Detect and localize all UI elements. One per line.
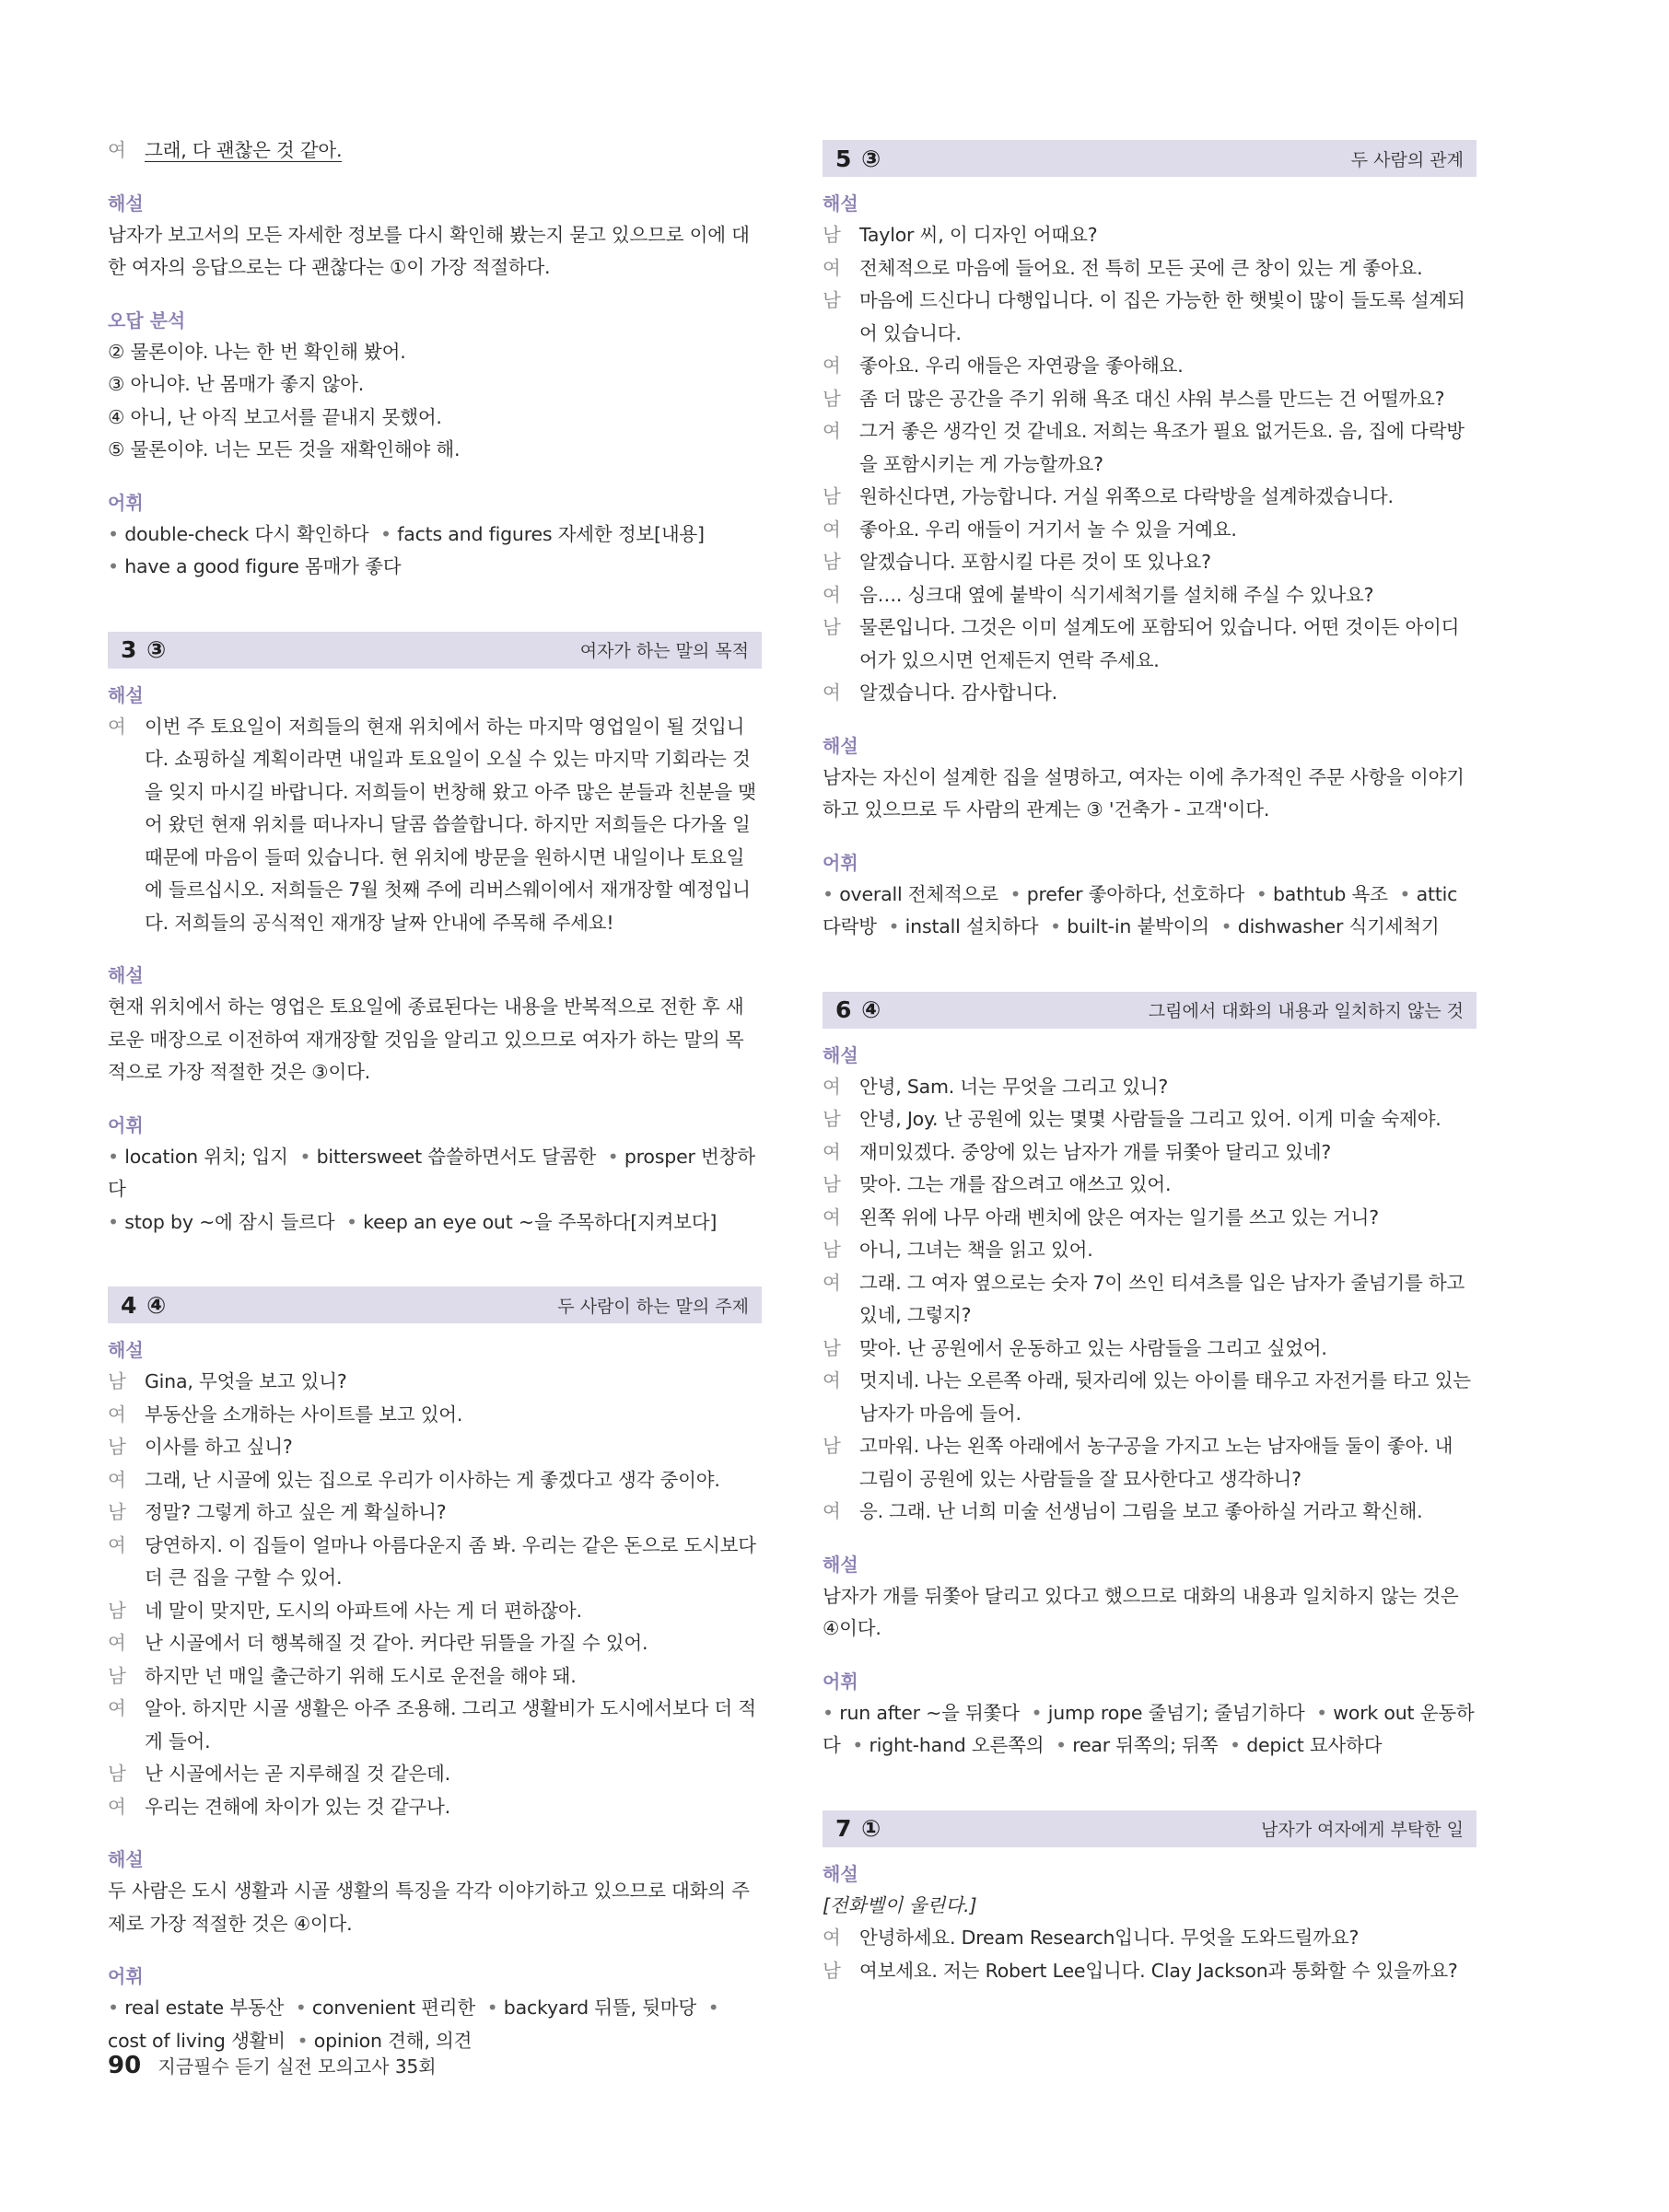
speaker: 남 (108, 1370, 126, 1392)
line-text: 맞아. 난 공원에서 운동하고 있는 사람들을 그리고 싶었어. (859, 1336, 1327, 1359)
speaker: 여 (823, 1271, 841, 1294)
script-line (823, 1136, 1476, 1170)
q5-script (823, 219, 1476, 710)
script-line (823, 219, 1476, 252)
question-topic: 두 사람의 관계 (1350, 149, 1464, 170)
line-text: 그래, 난 시골에 있는 집으로 우리가 이사하는 게 좋겠다고 생각 중이야. (145, 1468, 720, 1491)
vocab-item: install 설치하다 (905, 915, 1039, 937)
wrong-item: ③ 아니야. 난 몸매가 좋지 않아. (108, 373, 365, 395)
line-text: 응. 그래. 난 너희 미술 선생님이 그림을 보고 좋아하실 거라고 확신해. (859, 1500, 1423, 1522)
script-line (823, 1365, 1476, 1430)
q4-explain: 두 사람은 도시 생활과 시골 생활의 특징을 각각 이야기하고 있으므로 대화의 주제로 가장 적절한 것은 ④이다. (108, 1880, 750, 1935)
line-text: 이번 주 토요일이 저희들의 현재 위치에서 하는 마지막 영업일이 될 것입니다. 쇼핑하실 계획이라면 내일과 토요일이 오실 수 있는 마지막 기회라는 것을 잊지 마시길 바랍니다. 저희들이 번창해 왔고 아주 많은 분들과 친분을 맺어 왔던 현재 위치를 떠나자니 달콤 씁쓸합니다. 하지만 저희들은 다가올 일 때문에 마음이 들떠 있습니다. 현 위치에 방문을 원하시면 내일이나 토요일에 들르십시오. 저희들은 7월 첫째 주에 리버스웨이에서 재개장할 예정입니다. 저희들의 공식적인 재개장 날짜 안내에 주목해 주세요! (145, 715, 756, 934)
speaker: 남 (823, 1435, 841, 1457)
vocab-item: opinion 견해, 의견 (313, 2029, 473, 2052)
script-line (108, 1366, 762, 1399)
script-line (823, 1234, 1476, 1267)
script-line (108, 1595, 762, 1628)
vocab-heading: 어휘 (823, 1670, 858, 1693)
q6-explain: 남자가 개를 뒤쫓아 달리고 있다고 했으므로 대화의 내용과 일치하지 않는 것은 ④이다. (823, 1584, 1459, 1639)
explain-heading: 해설 (108, 964, 144, 986)
q5-header-bar (823, 140, 1476, 177)
line-text: 좀 더 많은 공간을 주기 위해 욕조 대신 샤워 부스를 만드는 건 어떨까요? (859, 387, 1445, 410)
line-text: 마음에 드신다니 다행입니다. 이 집은 가능한 한 햇빛이 많이 들도록 설계되어 있습니다. (859, 289, 1465, 344)
speaker: 여 (823, 355, 841, 377)
speaker: 남 (823, 224, 841, 246)
speaker: 남 (823, 1336, 841, 1359)
line-text: 좋아요. 우리 애들은 자연광을 좋아해요. (859, 355, 1184, 377)
question-topic: 두 사람이 하는 말의 주제 (557, 1296, 749, 1317)
vocab-item: right-hand 오른쪽의 (869, 1734, 1045, 1756)
script-line (108, 1758, 762, 1791)
q3-header-bar (108, 632, 762, 669)
question-number: 7 ① (835, 1815, 882, 1842)
script-line (823, 1955, 1476, 1988)
speaker: 남 (108, 1664, 126, 1687)
speaker: 여 (823, 1927, 841, 1949)
line-text: 멋지네. 나는 오른쪽 아래, 뒷자리에 있는 아이를 태우고 자전거를 타고 있는 남자가 마음에 들어. (859, 1369, 1471, 1425)
line-text: 그래. 그 여자 옆으로는 숫자 7이 쓰인 티셔츠를 입은 남자가 줄넘기를 하고 있네, 그렇지? (859, 1271, 1465, 1326)
script-line (108, 711, 762, 940)
left-column (108, 134, 762, 2057)
speaker: 남 (823, 387, 841, 410)
q4-script (108, 1366, 762, 1823)
explain-heading: 해설 (108, 192, 144, 215)
q5-vocab: • overall 전체적으로 • prefer 좋아하다, 선호하다 • bathtub 욕조 • attic 다락방 • install 설치하다 • built-in 붙박이의 • dishwasher 식기세척기 (823, 882, 1458, 937)
line-text: 알겠습니다. 감사합니다. (859, 681, 1057, 704)
line-text: 난 시골에서 더 행복해질 것 같아. 커다란 뒤뜰을 가질 수 있어. (145, 1632, 648, 1654)
line-text: 그거 좋은 생각인 것 같네요. 저희는 욕조가 필요 없거든요. 음, 집에 다락방을 포함시키는 게 가능할까요? (859, 420, 1465, 475)
line-text: 당연하지. 이 집들이 얼마나 아름다운지 좀 봐. 우리는 같은 돈으로 도시보다 더 큰 집을 구할 수 있어. (145, 1533, 756, 1589)
speaker: 남 (108, 1599, 126, 1622)
speaker: 남 (823, 1239, 841, 1261)
q6-script (823, 1071, 1476, 1529)
question-number: 4 ④ (121, 1291, 168, 1319)
script-line (823, 1267, 1476, 1333)
script-line (823, 481, 1476, 514)
line-text: 안녕하세요. Dream Research입니다. 무엇을 도와드릴까요? (859, 1927, 1360, 1949)
vocab-heading: 어휘 (108, 491, 144, 514)
script-line (108, 1496, 762, 1530)
line-text: 안녕, Sam. 너는 무엇을 그리고 있니? (859, 1075, 1169, 1098)
vocab-item: run after ~을 뒤쫓다 (839, 1701, 1020, 1724)
vocab-item: facts and figures 자세한 정보[내용] (397, 522, 705, 545)
speaker: 여 (823, 1369, 841, 1391)
vocab-item: built-in 붙박이의 (1067, 915, 1209, 937)
vocab-item: cost of living 생활비 (108, 2029, 286, 2052)
speaker: 여 (108, 1403, 126, 1426)
vocab-item: stop by ~에 잠시 들르다 (124, 1210, 335, 1233)
vocab-item: overall 전체적으로 (839, 882, 998, 905)
q3-explain: 현재 위치에서 하는 영업은 토요일에 종료된다는 내용을 반복적으로 전한 후 새로운 매장으로 이전하여 재개장할 것임을 알리고 있으므로 여자가 하는 말의 목적으로 가장 적절한 것은 ③이다. (108, 995, 744, 1083)
line-text: 맞아. 그는 개를 잡으려고 애쓰고 있어. (859, 1173, 1172, 1195)
line-text: 부동산을 소개하는 사이트를 보고 있어. (145, 1403, 463, 1426)
speaker: 여 (108, 1632, 126, 1654)
script-line (823, 1430, 1476, 1496)
line-text: 왼쪽 위에 나무 아래 벤치에 앉은 여자는 일기를 쓰고 있는 거니? (859, 1205, 1379, 1228)
transcript-heading: 해설 (823, 1862, 858, 1885)
transcript-heading: 해설 (823, 1043, 858, 1066)
line-text: 우리는 견해에 차이가 있는 것 같구나. (145, 1795, 450, 1818)
q6-header-bar (823, 992, 1476, 1029)
vocab-item: work out 운동하다 (823, 1701, 1475, 1756)
script-line (108, 1431, 762, 1464)
line-text: 알아. 하지만 시골 생활은 아주 조용해. 그리고 생활비가 도시에서보다 더 적게 들어. (145, 1697, 756, 1752)
vocab-item: backyard 뒤뜰, 뒷마당 (503, 1997, 696, 2019)
question-number: 6 ④ (835, 996, 882, 1023)
script-line (823, 1333, 1476, 1366)
script-line (108, 134, 762, 168)
script-line (108, 1660, 762, 1694)
stage-direction: [전화벨이 울린다.] (823, 1893, 977, 1916)
speaker: 여 (108, 1533, 126, 1556)
vocab-item: jump rope 줄넘기; 줄넘기하다 (1047, 1701, 1305, 1724)
line-text: 정말? 그렇게 하고 싶은 게 확실하니? (145, 1501, 447, 1523)
speaker: 남 (823, 1108, 841, 1130)
line-text: 아니, 그녀는 책을 읽고 있어. (859, 1239, 1093, 1261)
line-text: 여보세요. 저는 Robert Lee입니다. Clay Jackson과 통화할 수 있을까요? (859, 1959, 1458, 1982)
line-text: 하지만 넌 매일 출근하기 위해 도시로 운전을 해야 돼. (145, 1664, 577, 1687)
q2-vocab: • double-check 다시 확인하다 • facts and figures 자세한 정보[내용] • have a good figure 몸매가 좋다 (108, 522, 705, 577)
vocab-item: keep an eye out ~을 주목하다[지켜보다] (363, 1210, 718, 1233)
line-text: 이사를 하고 싶니? (145, 1436, 293, 1458)
vocab-heading: 어휘 (108, 1965, 144, 1987)
vocab-item: have a good figure 몸매가 좋다 (124, 555, 402, 577)
transcript-heading: 해설 (823, 192, 858, 215)
question-number: 3 ③ (121, 636, 168, 663)
q4-vocab: • real estate 부동산 • convenient 편리한 • backyard 뒤뜰, 뒷마당 • cost of living 생활비 • opinion 견해, 의견 (108, 1997, 719, 2052)
speaker: 여 (823, 1205, 841, 1228)
speaker: 남 (108, 1501, 126, 1523)
speaker: 남 (823, 289, 841, 311)
speaker: 남 (823, 616, 841, 638)
q7-script (823, 1922, 1476, 1987)
script-line (823, 514, 1476, 547)
vocab-item: real estate 부동산 (124, 1997, 285, 2019)
q3-vocab: • location 위치; 입지 • bittersweet 씁쓸하면서도 달콤한 • prosper 번창하다 • stop by ~에 잠시 들르다 • keep an eye out ~을 주목하다[지켜보다] (108, 1145, 755, 1233)
script-line (823, 677, 1476, 710)
script-line (823, 1922, 1476, 1955)
line-text: 물론입니다. 그것은 이미 설계도에 포함되어 있습니다. 어떤 것이든 아이디어가 있으시면 언제든지 연락 주세요. (859, 616, 1460, 671)
script-line (108, 1791, 762, 1824)
vocab-item: depict 묘사하다 (1246, 1734, 1383, 1756)
line-text: 난 시골에서는 곧 지루해질 것 같은데. (145, 1763, 450, 1785)
speaker: 여 (823, 681, 841, 704)
wrong-heading: 오답 분석 (108, 309, 186, 332)
explain-heading: 해설 (823, 734, 858, 757)
question-topic: 그림에서 대화의 내용과 일치하지 않는 것 (1148, 1001, 1464, 1021)
transcript-heading: 해설 (108, 683, 144, 706)
line-text: 전체적으로 마음에 들어요. 전 특히 모든 곳에 큰 창이 있는 게 좋아요. (859, 256, 1423, 279)
script-line (823, 611, 1476, 677)
speaker: 남 (823, 551, 841, 573)
line-text: Taylor 씨, 이 디자인 어때요? (859, 224, 1098, 246)
speaker: 여 (823, 1500, 841, 1522)
script-line (823, 1496, 1476, 1529)
page-number: 90 (108, 2052, 142, 2079)
speaker: 여 (823, 583, 841, 606)
q7-header-bar (823, 1810, 1476, 1847)
line-text: 그래, 다 괜찮은 것 같아. (145, 139, 343, 161)
script-line (108, 1464, 762, 1497)
speaker: 남 (108, 1436, 126, 1458)
wrong-item: ⑤ 물론이야. 너는 모든 것을 재확인해야 해. (108, 438, 461, 460)
line-text: 알겠습니다. 포함시킬 다른 것이 또 있나요? (859, 551, 1211, 573)
speaker: 여 (823, 1140, 841, 1163)
question-topic: 여자가 하는 말의 목적 (579, 641, 749, 661)
vocab-item: bittersweet 씁쓸하면서도 달콤한 (316, 1145, 596, 1168)
script-line (823, 383, 1476, 416)
script-line (108, 1399, 762, 1432)
speaker: 여 (823, 420, 841, 442)
script-line (823, 1071, 1476, 1104)
vocab-item: bathtub 욕조 (1272, 882, 1388, 905)
speaker: 여 (108, 1795, 126, 1818)
vocab-heading: 어휘 (108, 1113, 144, 1136)
script-line (108, 1530, 762, 1595)
script-line (823, 350, 1476, 383)
explain-heading: 해설 (108, 1848, 144, 1870)
q2-explain: 남자가 보고서의 모든 자세한 정보를 다시 확인해 봤는지 묻고 있으므로 이에 대한 여자의 응답으로는 다 괜찮다는 ①이 가장 적절하다. (108, 223, 750, 278)
q2-wrong-list (108, 336, 762, 467)
script-line (823, 1103, 1476, 1136)
vocab-item: prosper 번창하다 (108, 1145, 755, 1200)
script-line (823, 415, 1476, 481)
vocab-item: convenient 편리한 (311, 1997, 475, 2019)
speaker: 여 (108, 1468, 126, 1491)
question-number: 5 ③ (835, 145, 882, 172)
line-text: 고마워. 나는 왼쪽 아래에서 농구공을 가지고 노는 남자애들 둘이 좋아. 내 그림이 공원에 있는 사람들을 잘 묘사한다고 생각하니? (859, 1435, 1453, 1490)
speaker: 남 (108, 1763, 126, 1785)
script-line (823, 285, 1476, 350)
script-line (823, 579, 1476, 612)
wrong-item: ② 물론이야. 나는 한 번 확인해 봤어. (108, 340, 406, 363)
q4-header-bar (108, 1286, 762, 1323)
line-text: 네 말이 맞지만, 도시의 아파트에 사는 게 더 편하잖아. (145, 1599, 582, 1622)
script-line (823, 1202, 1476, 1235)
page-footer (108, 2052, 437, 2079)
q6-vocab: • run after ~을 뒤쫓다 • jump rope 줄넘기; 줄넘기하다 • work out 운동하다 • right-hand 오른쪽의 • rear 뒤쪽의; 뒤쪽 • depict 묘사하다 (823, 1701, 1475, 1756)
vocab-item: attic 다락방 (823, 882, 1458, 937)
book-title: 지금필수 듣기 실전 모의고사 35회 (158, 2055, 437, 2078)
speaker: 남 (823, 1959, 841, 1982)
speaker: 남 (823, 1173, 841, 1195)
vocab-item: double-check 다시 확인하다 (124, 522, 369, 545)
script-line (823, 1169, 1476, 1202)
line-text: 재미있겠다. 중앙에 있는 남자가 개를 뒤쫓아 달리고 있네? (859, 1140, 1332, 1163)
vocab-item: dishwasher 식기세척기 (1237, 915, 1440, 937)
speaker: 여 (108, 1697, 126, 1719)
speaker: 여 (823, 1075, 841, 1098)
line-text: 음…. 싱크대 옆에 붙박이 식기세척기를 설치해 주실 수 있나요? (859, 583, 1374, 606)
script-line (108, 1693, 762, 1758)
vocab-heading: 어휘 (823, 851, 858, 874)
vocab-item: rear 뒤쪽의; 뒤쪽 (1072, 1734, 1219, 1756)
q5-explain: 남자는 자신이 설계한 집을 설명하고, 여자는 이에 추가적인 주문 사항을 이야기하고 있으므로 두 사람의 관계는 ③ '건축가 - 고객'이다. (823, 765, 1465, 821)
script-line (823, 252, 1476, 285)
vocab-item: prefer 좋아하다, 선호하다 (1026, 882, 1245, 905)
line-text: 좋아요. 우리 애들이 거기서 놀 수 있을 거예요. (859, 518, 1237, 541)
speaker: 여 (108, 139, 126, 161)
speaker: 여 (108, 715, 126, 738)
vocab-item: location 위치; 입지 (124, 1145, 288, 1168)
line-text: Gina, 무엇을 보고 있니? (145, 1370, 347, 1392)
right-column (823, 140, 1476, 1987)
speaker: 여 (823, 256, 841, 279)
script-line (823, 546, 1476, 579)
line-text: 원하신다면, 가능합니다. 거실 위쪽으로 다락방을 설계하겠습니다. (859, 485, 1394, 507)
transcript-heading: 해설 (108, 1339, 144, 1361)
speaker: 남 (823, 485, 841, 507)
script-line (108, 1627, 762, 1660)
explain-heading: 해설 (823, 1553, 858, 1576)
line-text: 안녕, Joy. 난 공원에 있는 몇몇 사람들을 그리고 있어. 이게 미술 숙제야. (859, 1108, 1441, 1130)
speaker: 여 (823, 518, 841, 541)
wrong-item: ④ 아니, 난 아직 보고서를 끝내지 못했어. (108, 405, 442, 428)
question-topic: 남자가 여자에게 부탁한 일 (1260, 1820, 1464, 1840)
